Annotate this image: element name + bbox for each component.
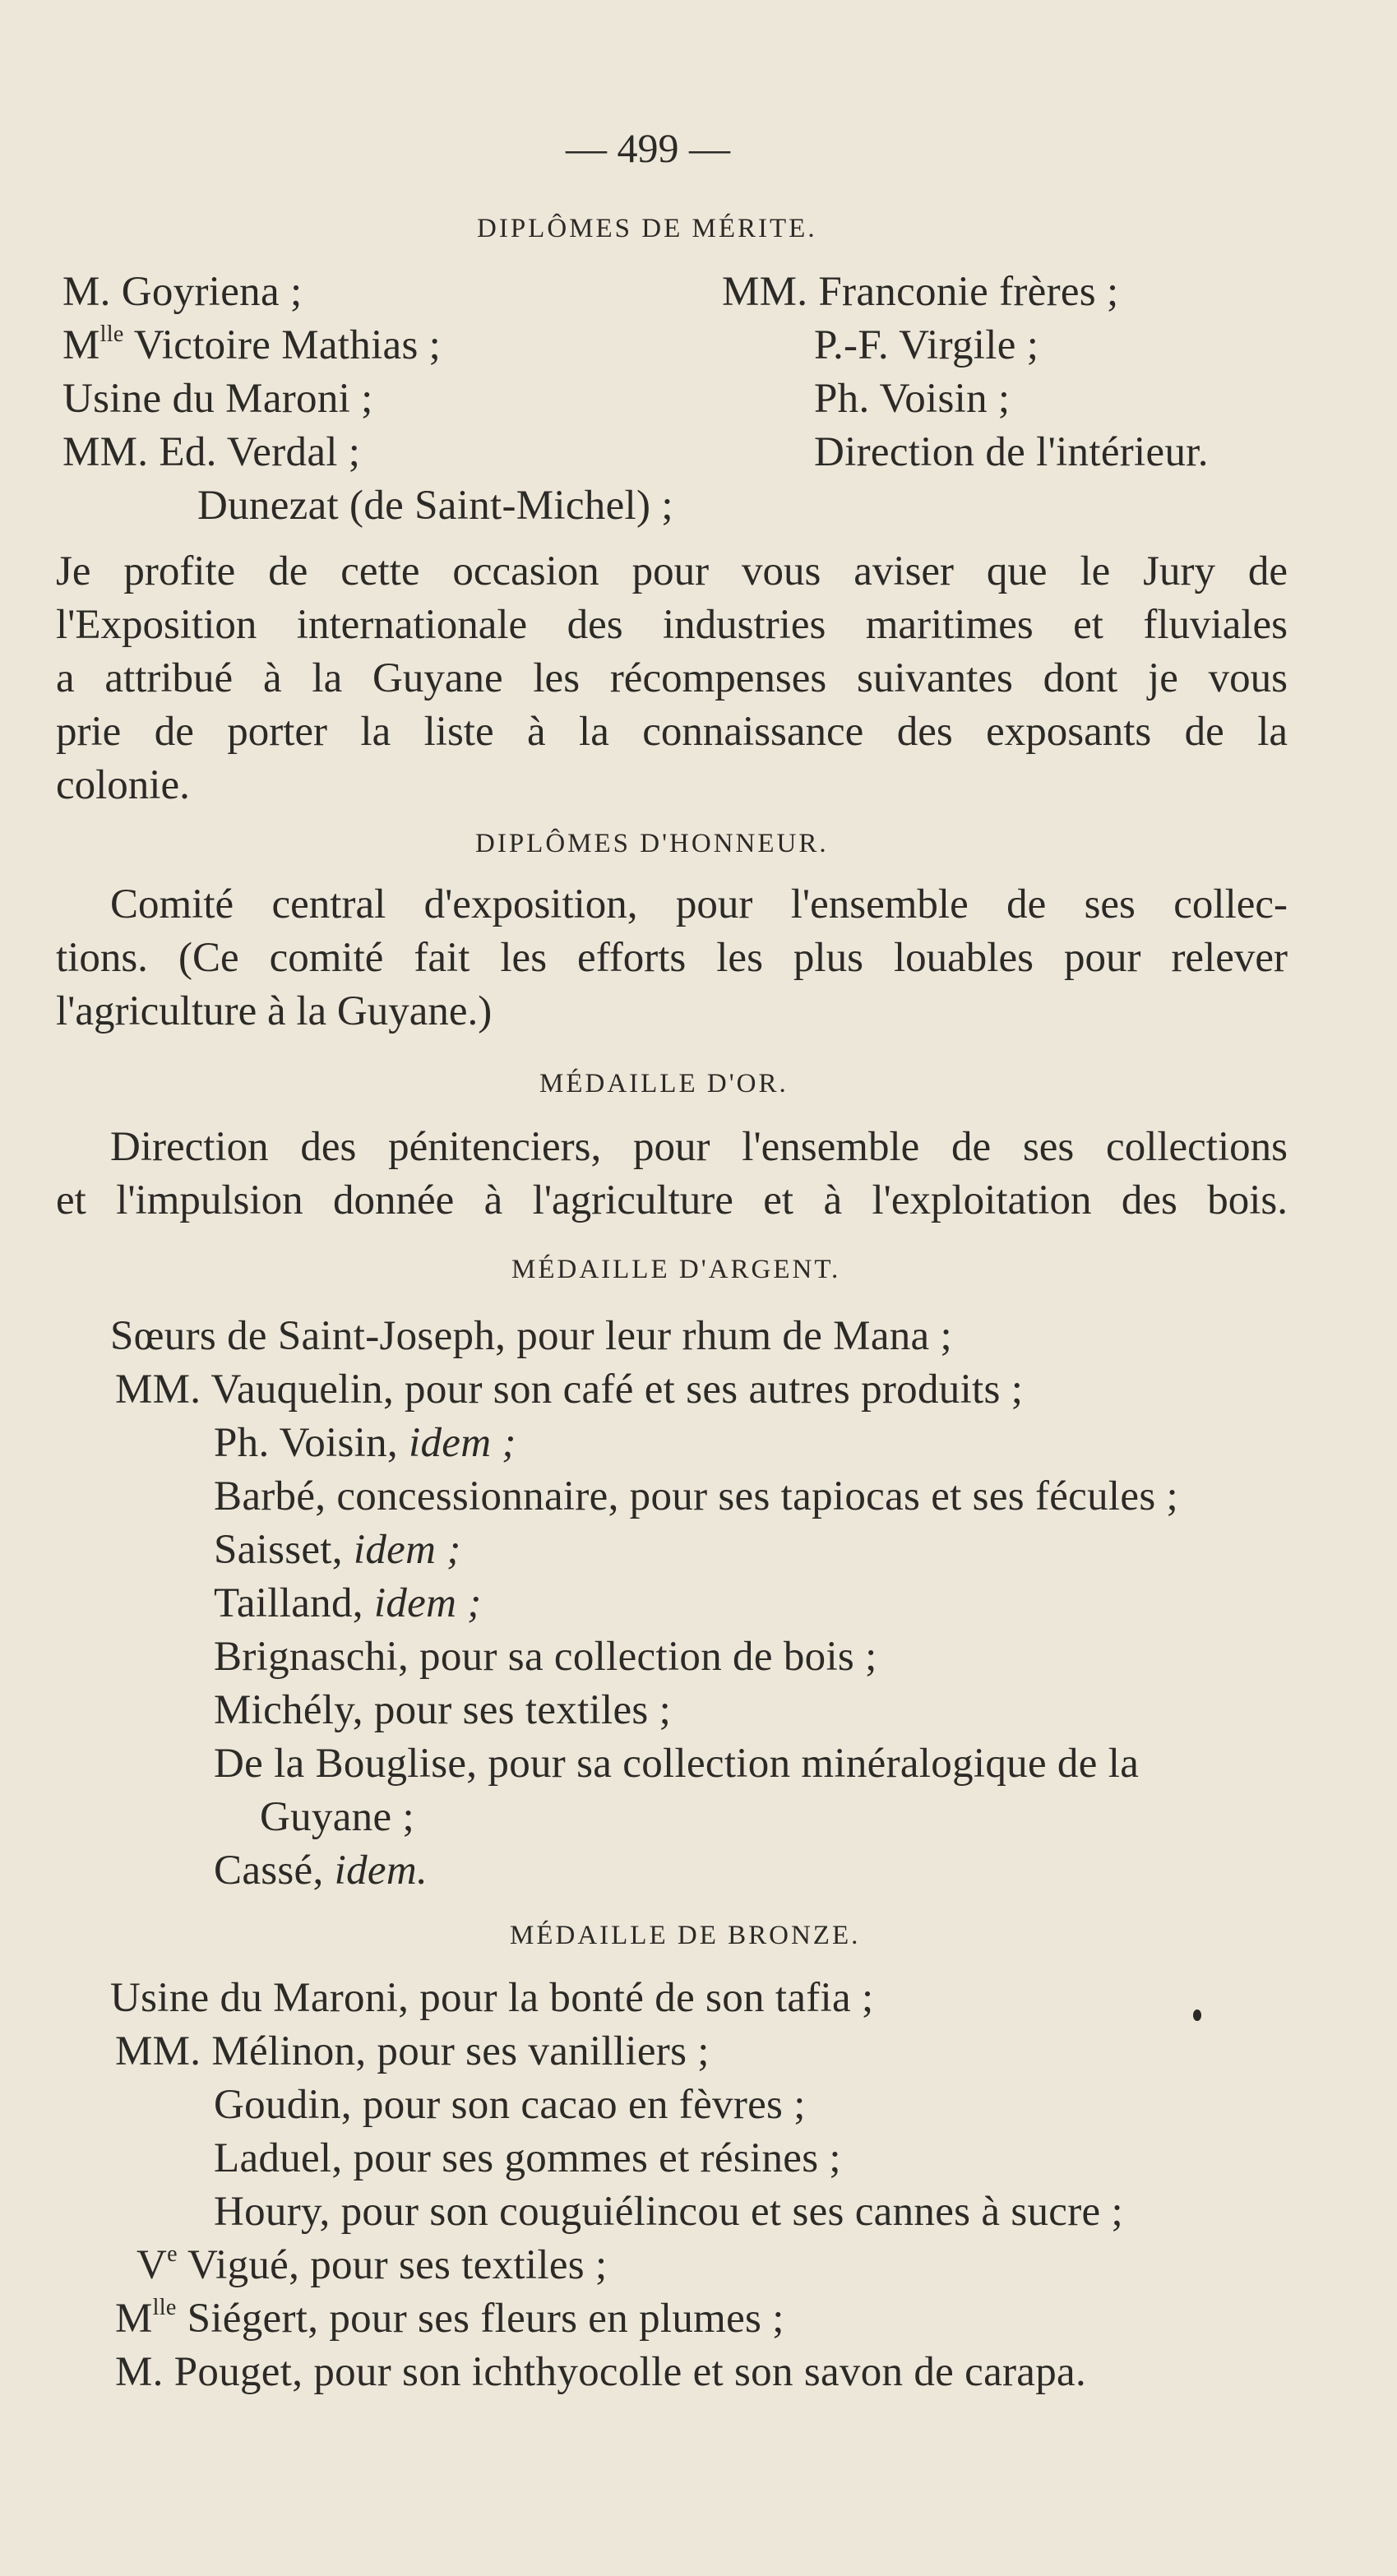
honneur-line-3: l'agriculture à la Guyane.) (56, 988, 493, 1034)
heading-diplomes-honneur: DIPLÔMES D'HONNEUR. (475, 829, 829, 858)
stray-ink-dot (1193, 2009, 1201, 2021)
page-number: — 499 — (566, 125, 730, 171)
merite-right-2: P.-F. Virgile ; (814, 322, 1039, 368)
merite-left-4: MM. Ed. Verdal ; (62, 429, 361, 475)
intro-line-1: Je profite de cette occasion pour vous aviser que le Jury de (56, 548, 1288, 594)
honneur-line-1: Comité central d'exposition, pour l'ensemble de ses collec- (110, 881, 1288, 927)
bronze-vigue: Ve Vigué, pour ses textiles ; (136, 2241, 608, 2288)
argent-bouglise: De la Bouglise, pour sa collection minéralogique de la (214, 1741, 1140, 1787)
heading-medaille-or: MÉDAILLE D'OR. (539, 1069, 789, 1098)
bronze-pouget: M. Pouget, pour son ichthyocolle et son savon de carapa. (115, 2349, 1087, 2395)
merite-right-4: Direction de l'intérieur. (814, 429, 1209, 475)
argent-bouglise-cont: Guyane ; (260, 1794, 414, 1840)
argent-voisin: Ph. Voisin, idem ; (214, 1420, 516, 1466)
argent-barbe: Barbé, concessionnaire, pour ses tapiocas et ses fécules ; (214, 1473, 1178, 1519)
argent-brignaschi: Brignaschi, pour sa collection de bois ; (214, 1634, 877, 1680)
bronze-houry: Houry, pour son couguiélincou et ses cannes à sucre ; (214, 2189, 1123, 2235)
argent-casse: Cassé, idem. (214, 1848, 428, 1894)
bronze-goudin: Goudin, pour son cacao en fèvres ; (214, 2082, 806, 2128)
heading-medaille-argent: MÉDAILLE D'ARGENT. (511, 1255, 841, 1284)
bronze-siegert: $M^{lle}$ Siégert, pour ses fleurs en plumes ; (115, 2294, 784, 2342)
bronze-laduel: Laduel, pour ses gommes et résines ; (214, 2135, 841, 2181)
argent-michely: Michély, pour ses textiles ; (214, 1687, 672, 1733)
or-line-1: Direction des pénitenciers, pour l'ensemble de ses collections (110, 1124, 1288, 1170)
intro-line-4: prie de porter la liste à la connaissance des exposants de la (56, 709, 1288, 755)
merite-left-2: $M^{lle}$ Victoire Mathias ; (62, 321, 442, 368)
merite-left-1: M. Goyriena ; (62, 269, 303, 315)
bronze-line-1: Usine du Maroni, pour la bonté de son tafia ; (110, 1975, 874, 2021)
argent-line-2: MM. Vauquelin, pour son café et ses autres produits ; (115, 1367, 1024, 1413)
argent-tailland: Tailland, idem ; (214, 1580, 482, 1626)
intro-line-5: colonie. (56, 762, 190, 808)
or-line-2: et l'impulsion donnée à l'agriculture et à l'exploitation des bois. (56, 1177, 1288, 1223)
merite-continuation: Dunezat (de Saint-Michel) ; (197, 483, 673, 529)
honneur-line-2: tions. (Ce comité fait les efforts les plus louables pour relever (56, 935, 1288, 981)
heading-diplomes-merite: DIPLÔMES DE MÉRITE. (477, 214, 817, 243)
argent-line-1: Sœurs de Saint-Joseph, pour leur rhum de Mana ; (110, 1313, 953, 1359)
bronze-line-2: MM. Mélinon, pour ses vanilliers ; (115, 2028, 710, 2074)
merite-left-3: Usine du Maroni ; (62, 376, 373, 422)
heading-medaille-bronze: MÉDAILLE DE BRONZE. (510, 1921, 861, 1950)
merite-right-1: MM. Franconie frères ; (722, 269, 1119, 315)
intro-line-3: a attribué à la Guyane les récompenses suivantes dont je vous (56, 655, 1288, 701)
intro-line-2: l'Exposition internationale des industries maritimes et fluviales (56, 602, 1288, 648)
merite-right-3: Ph. Voisin ; (814, 376, 1011, 422)
argent-saisset: Saisset, idem ; (214, 1527, 461, 1573)
